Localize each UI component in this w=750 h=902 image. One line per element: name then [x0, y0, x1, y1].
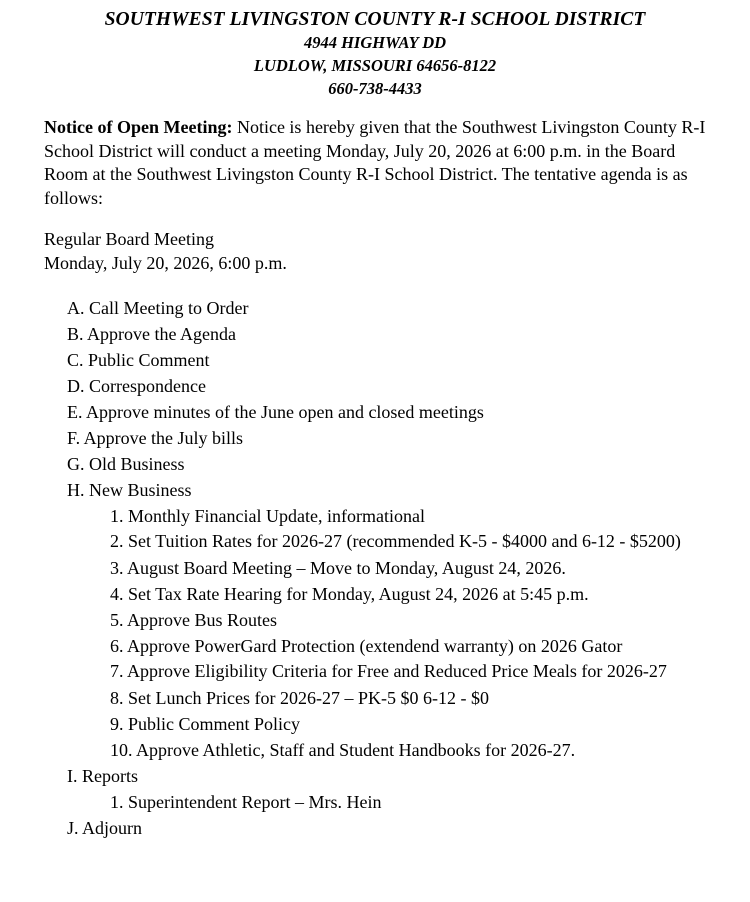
new-business-item-4: 4. Set Tax Rate Hearing for Monday, August 24, 2026 at 5:45 p.m. [110, 584, 589, 604]
new-business-item-8: 8. Set Lunch Prices for 2026-27 – PK-5 $0 6-12 - $0 [110, 688, 489, 708]
new-business-item-1: 1. Monthly Financial Update, informational [110, 506, 425, 526]
meeting-name: Regular Board Meeting [44, 229, 214, 249]
new-business-item-5: 5. Approve Bus Routes [110, 610, 278, 630]
notice-label: Notice of Open Meeting: [44, 117, 233, 137]
agenda-item-d: D. Correspondence [67, 376, 206, 396]
meeting-info [44, 228, 706, 275]
agenda-item-j: J. Adjourn [67, 818, 143, 838]
agenda-item-h [44, 477, 706, 763]
new-business-item-3: 3. August Board Meeting – Move to Monday, August 24, 2026. [110, 558, 566, 578]
agenda-item-i-label: I. Reports [67, 766, 138, 786]
agenda-item-e: E. Approve minutes of the June open and closed meetings [67, 402, 484, 422]
agenda-item-b: B. Approve the Agenda [67, 324, 236, 344]
street-address: 4944 HIGHWAY DD [303, 33, 447, 52]
new-business-item-6: 6. Approve PowerGard Protection (extendend warranty) on 2026 Gator [110, 636, 623, 656]
agenda-item-a: A. Call Meeting to Order [67, 298, 249, 318]
agenda-item-i [44, 763, 706, 815]
meeting-datetime: Monday, July 20, 2026, 6:00 p.m. [44, 252, 287, 273]
new-business-list [67, 503, 706, 763]
new-business-item-2: 2. Set Tuition Rates for 2026-27 (recommended K-5 - $4000 and 6-12 - $5200) [110, 531, 681, 551]
agenda-item-g: G. Old Business [67, 454, 185, 474]
agenda-list [44, 295, 706, 841]
letterhead [44, 8, 706, 100]
new-business-item-10: 10. Approve Athletic, Staff and Student Handbooks for 2026-27. [110, 740, 576, 760]
reports-item-1: 1. Superintendent Report – Mrs. Hein [110, 792, 382, 812]
district-name: SOUTHWEST LIVINGSTON COUNTY R-I SCHOOL DISTRICT [104, 9, 646, 30]
notice-paragraph [44, 116, 706, 210]
notice-text: Notice is hereby given that the Southwest Livingston County R-I School District will conduct a meeting Monday, July 20, 2026 at 6:00 p.m. in the Board Room at the Southwest Livingston County R-I School District. The tentative agenda is as follows: [44, 117, 706, 208]
agenda-item-h-label: H. New Business [67, 480, 192, 500]
city-state-zip: LUDLOW, MISSOURI 64656-8122 [253, 56, 497, 75]
new-business-item-7: 7. Approve Eligibility Criteria for Free and Reduced Price Meals for 2026-27 [110, 661, 667, 681]
reports-list [67, 789, 706, 815]
phone-number: 660-738-4433 [328, 79, 422, 98]
new-business-item-9: 9. Public Comment Policy [110, 714, 301, 734]
agenda-item-f: F. Approve the July bills [67, 428, 244, 448]
agenda-item-c: C. Public Comment [67, 350, 210, 370]
